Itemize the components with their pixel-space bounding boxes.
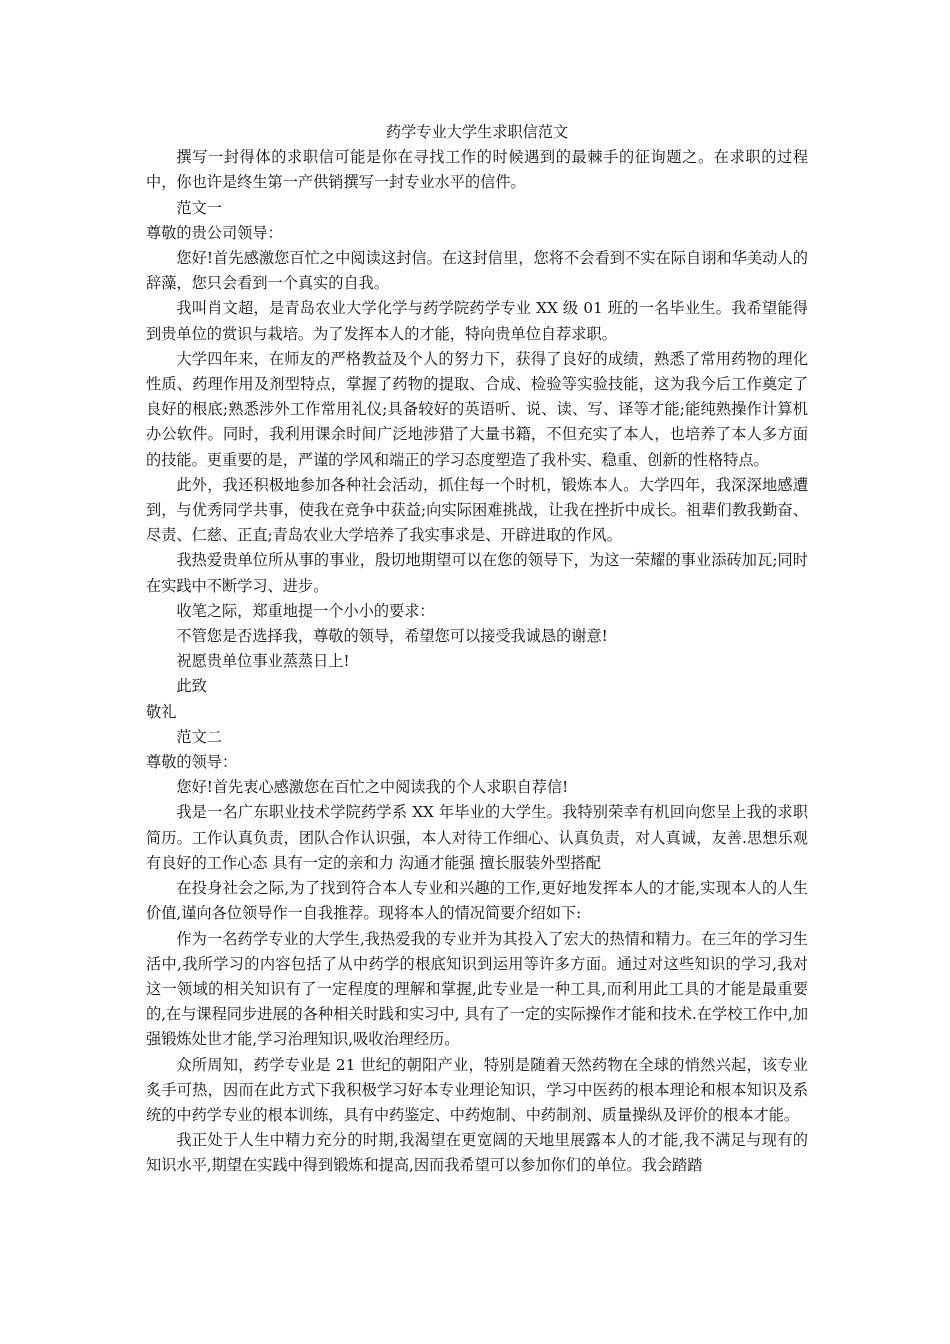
paragraph: 祝愿贵单位事业蒸蒸日上! [176, 652, 350, 671]
paragraph: 我是一名广东职业技术学院药学系 XX 年毕业的大学生。我特别荣幸有机回向您呈上我的求职简历。工作认真负责，团队合作认识强，本人对待工作细心、认真负责，对人真诚，友善.思想乐观 有良好的工作心态 具有一定的亲和力 沟通才能强 擅长服装外型搭配 [146, 803, 808, 872]
paragraph: 我正处于人生中精力充分的时期,我渴望在更宽阔的天地里展露本人的才能,我不满足与现有的知识水平,期望在实践中得到锻炼和提高,因而我希望可以参加你们的单位。我会踏踏 [146, 1131, 808, 1175]
paragraph: 作为一名药学专业的大学生,我热爱我的专业并为其投入了宏大的热情和精力。在三年的学习生活中,我所学习的内容包括了从中药学的根底知识到运用等许多方面。通过对这些知识的学习,我对这一领域的相关知识有了一定程度的理解和掌握,此专业是一种工具,而利用此工具的才能是最重要的,在与课程同步进展的各种相关时践和实习中, 具有了一定的实际操作才能和技术.在学校工作中,加强锻炼处世才能,学习治理知识,吸收治理经历。 [146, 929, 809, 1049]
section-heading-sample-two: 范文二 [176, 727, 222, 746]
paragraph: 众所周知，药学专业是 21 世纪的朝阳产业，特别是随着天然药物在全球的悄然兴起，该专业炙手可热，因而在此方式下我积极学习好本专业理论知识，学习中医药的根本理论和根本知识及系统的中药学专业的根本训练，具有中药鉴定、中药炮制、中药制剂、质量操纵及评价的根本才能。 [146, 1055, 808, 1124]
paragraph-intro: 撰写一封得体的求职信可能是你在寻找工作的时候遇到的最棘手的征询题之。在求职的过程中，你也许是终生第一产供销撰写一封专业水平的信件。 [146, 148, 808, 192]
paragraph: 此外，我还积极地参加各种社会活动，抓住每一个时机，锻炼本人。大学四年，我深深地感遭到，与优秀同学共事，使我在竞争中获益;向实际困难挑战，让我在挫折中成长。祖辈们教我勤奋、尽责、仁慈、正直;青岛农业大学培养了我实事求是、开辟进取的作风。 [146, 475, 808, 545]
closing-salute: 敬礼 [146, 702, 177, 721]
document-title: 药学专业大学生求职信范文 [385, 123, 569, 141]
paragraph: 收笔之际，郑重地提一个小小的要求： [176, 601, 435, 620]
paragraph: 大学四年来，在师友的严格教益及个人的努力下，获得了良好的成绩，熟悉了常用药物的理化性质、药理作用及剂型特点，掌握了药物的提取、合成、检验等实验技能，这为我今后工作奠定了良好的根底;熟悉涉外工作常用礼仪;具备较好的英语听、说、读、写、译等才能;能纯熟操作计算机办公软件。同时，我利用课余时间广泛地涉猎了大量书籍，不但充实了本人，也培养了本人多方面的技能。更重要的是，严谨的学风和端正的学习态度塑造了我朴实、稳重、创新的性格特点。 [146, 349, 808, 469]
closing-line: 此致 [176, 677, 207, 696]
salutation: 尊敬的领导： [146, 753, 238, 772]
paragraph: 我热爱贵单位所从事的事业，殷切地期望可以在您的领导下，为这一荣耀的事业添砖加瓦;同时在实践中不断学习、进步。 [146, 551, 808, 595]
paragraph: 不管您是否选择我，尊敬的领导，希望您可以接受我诚恳的谢意! [176, 627, 608, 646]
section-heading-sample-one: 范文一 [176, 198, 222, 217]
paragraph: 我叫肖文超，是青岛农业大学化学与药学院药学专业 XX 级 01 班的一名毕业生。我希望能得到贵单位的赏识与栽培。为了发挥本人的才能，特向贵单位自荐求职。 [146, 299, 808, 343]
paragraph: 在投身社会之际,为了找到符合本人专业和兴趣的工作,更好地发挥本人的才能,实现本人的人生价值,谨向各位领导作一自我推荐。现将本人的情况简要介绍如下: [146, 879, 808, 923]
salutation: 尊敬的贵公司领导： [146, 223, 283, 242]
paragraph: 您好!首先衷心感激您在百忙之中阅读我的个人求职自荐信! [176, 778, 569, 797]
document-body [146, 120, 808, 1179]
paragraph: 您好!首先感激您百忙之中阅读这封信。在这封信里，您将不会看到不实在际自诩和华美动人的辞藻，您只会看到一个真实的自我。 [146, 249, 808, 293]
